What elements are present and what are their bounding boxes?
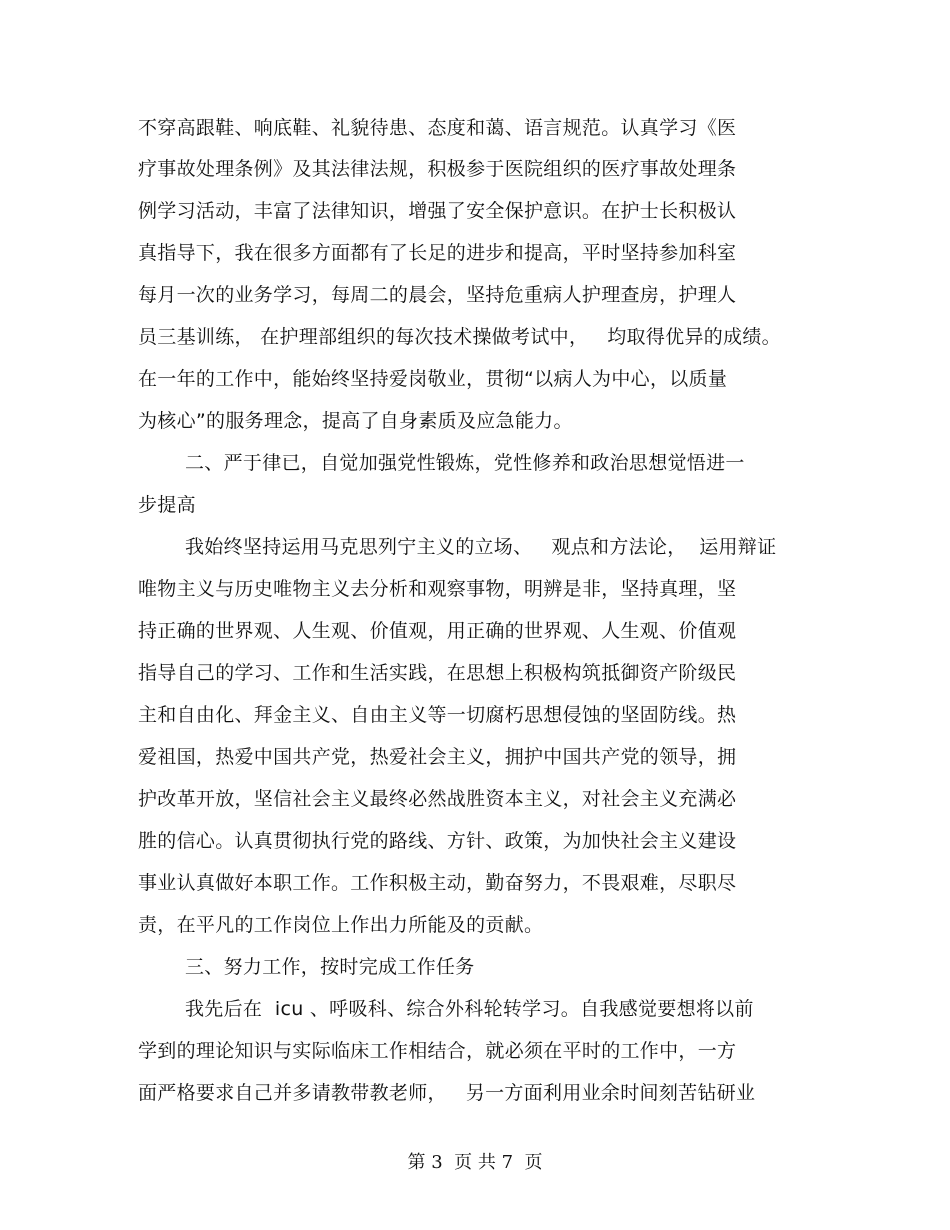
paragraph-start-line: 我先后在 icu 、呼吸科、综合外科轮转学习。自我感觉要想将以前 bbox=[185, 998, 754, 1020]
text-line: 为核心”的服务理念，提高了自身素质及应急能力。 bbox=[138, 410, 573, 432]
page-number-footer: 第 3 页 共 7 页 bbox=[407, 1152, 543, 1173]
text-line: 例学习活动，丰富了法律知识，增强了安全保护意识。在护士长积极认 bbox=[138, 200, 737, 222]
text-line: 在一年的工作中，能始终坚持爱岗敬业，贯彻“以病人为中心，以质量 bbox=[138, 368, 728, 390]
text-line: 责，在平凡的工作岗位上作出力所能及的贡献。 bbox=[138, 914, 544, 936]
paragraph-start-line: 我始终坚持运用马克思列宁主义的立场、 观点和方法论， 运用辩证 bbox=[185, 536, 777, 558]
text-line: 护改革开放，坚信社会主义最终必然战胜资本主义，对社会主义充满必 bbox=[138, 788, 737, 810]
text-line: 疗事故处理条例》及其法律法规，积极参于医院组织的医疗事故处理条 bbox=[138, 158, 737, 180]
text-line: 员三基训练， 在护理部组织的每次技术操做考试中， 均取得优异的成绩。 bbox=[138, 326, 781, 348]
text-line: 主和自由化、拜金主义、自由主义等一切腐朽思想侵蚀的坚固防线。热 bbox=[138, 704, 737, 726]
text-line: 爱祖国，热爱中国共产党，热爱社会主义，拥护中国共产党的领导，拥 bbox=[138, 746, 737, 768]
text-line: 事业认真做好本职工作。工作积极主动，勤奋努力，不畏艰难，尽职尽 bbox=[138, 872, 737, 894]
section-heading: 二、严于律已，自觉加强党性锻炼，党性修养和政治思想觉悟进一 bbox=[185, 452, 745, 474]
text-line: 胜的信心。认真贯彻执行党的路线、方针、政策，为加快社会主义建设 bbox=[138, 830, 737, 852]
text-line: 真指导下，我在很多方面都有了长足的进步和提高，平时坚持参加科室 bbox=[138, 242, 737, 264]
text-line: 指导自己的学习、工作和生活实践，在思想上积极构筑抵御资产阶级民 bbox=[138, 662, 737, 684]
text-line: 唯物主义与历史唯物主义去分析和观察事物，明辨是非，坚持真理，坚 bbox=[138, 578, 737, 600]
text-line: 面严格要求自己并多请教带教老师， 另一方面利用业余时间刻苦钻研业 bbox=[138, 1082, 756, 1104]
section-heading-continuation: 步提高 bbox=[138, 494, 196, 516]
text-line: 持正确的世界观、人生观、价值观，用正确的世界观、人生观、价值观 bbox=[138, 620, 737, 642]
text-line: 每月一次的业务学习，每周二的晨会，坚持危重病人护理查房，护理人 bbox=[138, 284, 737, 306]
section-heading: 三、努力工作，按时完成工作任务 bbox=[185, 956, 475, 978]
text-line: 学到的理论知识与实际临床工作相结合，就必须在平时的工作中，一方 bbox=[138, 1040, 737, 1062]
text-line: 不穿高跟鞋、响底鞋、礼貌待患、态度和蔼、语言规范。认真学习《医 bbox=[138, 117, 737, 139]
